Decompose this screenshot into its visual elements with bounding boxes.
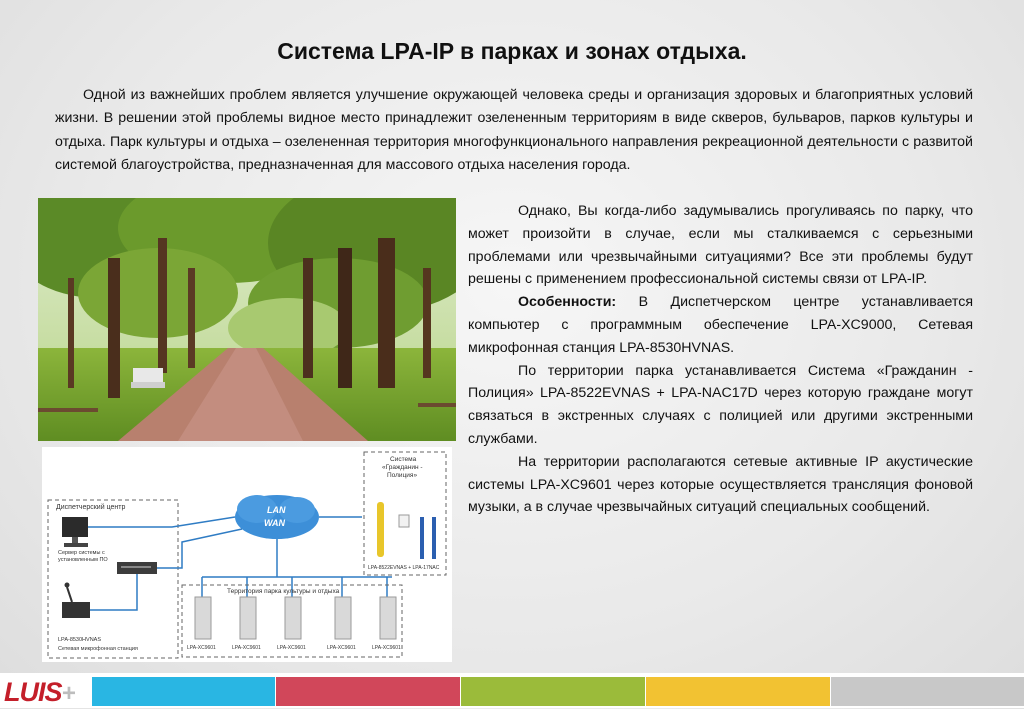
emergency-column-icon	[377, 502, 384, 557]
citizen-system-title: Система	[390, 456, 417, 463]
microphone-station-icon	[62, 602, 90, 618]
server-label-2: установленным ПО	[58, 557, 108, 563]
call-point-icon	[420, 517, 424, 559]
footer-bar-blue	[92, 677, 275, 706]
paragraph-citizen-police: По территории парка устанавливается Система «Гражданин - Полиция» LPA-8522EVNAS + LPA-NAC17D через которую граждане могут связаться в экстренных случаях с полицией или другими экстренными службами.	[468, 362, 973, 447]
paragraph-question: Однако, Вы когда-либо задумывались прогуливаясь по парку, что может произойти в случае, если мы сталкиваемся с серьезными проблемами или чрезвычайными ситуациями? Все эти проблемы будут решены с применением профессиональной системы связи от LPA-IP.	[468, 203, 973, 288]
speaker-label: LPA-XC9601	[277, 645, 306, 651]
mic-station-label: LPA-8530HVNAS	[58, 637, 102, 643]
right-column	[468, 200, 973, 519]
footer-bar-yellow	[646, 677, 830, 706]
footer-bar-gray	[831, 677, 1024, 706]
paragraph-speakers: На территории располагаются сетевые активные IP акустические системы LPA-XC9601 через которые осуществляется трансляция фоновой музыки, а в случае чрезвычайных ситуаций специальных сообщений.	[468, 453, 973, 516]
features-text: В Диспетчерском центре устанавливается компьютер с программным обеспечение LPA-XC9000, Сетевая микрофонная станция LPA-8530HVNAS.	[468, 294, 973, 356]
computer-icon	[62, 517, 88, 537]
paragraph-features	[468, 291, 973, 359]
park-area-title: Территория парка культуры и отдыха	[227, 588, 340, 595]
features-label: Особенности:	[518, 294, 617, 311]
footer-bar-red	[276, 677, 460, 706]
speaker-label: LPA-XC9601	[372, 645, 401, 651]
citizen-system-title-2: «Гражданин -	[382, 464, 423, 471]
intro-paragraph: Одной из важнейших проблем является улучшение окружающей человека среды и организация здоровых и благоприятных условий жизни. В решении этой проблемы видное место принадлежит озелененным территориям в виде скверов, бульваров, парков культуры и отдыха. Парк культуры и отдыха – озелененная территория многофункционального направления рекреационной деятельности с развитой системой благоустройства, предназначенная для массового отдыха населения города.	[55, 87, 973, 174]
speaker-label: LPA-XC9601	[232, 645, 261, 651]
system-diagram	[42, 447, 452, 662]
footer-bar-green	[461, 677, 645, 706]
speaker-label: LPA-XC9601	[187, 645, 216, 651]
footer	[0, 673, 1024, 708]
company-logo	[4, 677, 90, 707]
ip-speaker-icon	[195, 597, 396, 639]
logo-plus: +	[61, 680, 75, 707]
logo-text: LUIS	[4, 677, 62, 707]
lan-label: LAN	[267, 505, 286, 515]
mic-station-desc: Сетевая микрофонная станция	[58, 646, 138, 652]
server-label: Сервер системы с	[58, 550, 105, 556]
speaker-label: LPA-XC9601	[327, 645, 356, 651]
wan-label: WAN	[264, 518, 285, 528]
dispatch-center-title: Диспетчерский центр	[56, 504, 126, 511]
slide-title: Система LPA-IP в парках и зонах отдыха.	[277, 38, 747, 64]
citizen-system-label: LPA-8522EVNAS + LPA-17NAC	[368, 565, 440, 571]
park-photo	[38, 198, 456, 441]
citizen-system-title-3: Полиция»	[387, 472, 418, 479]
